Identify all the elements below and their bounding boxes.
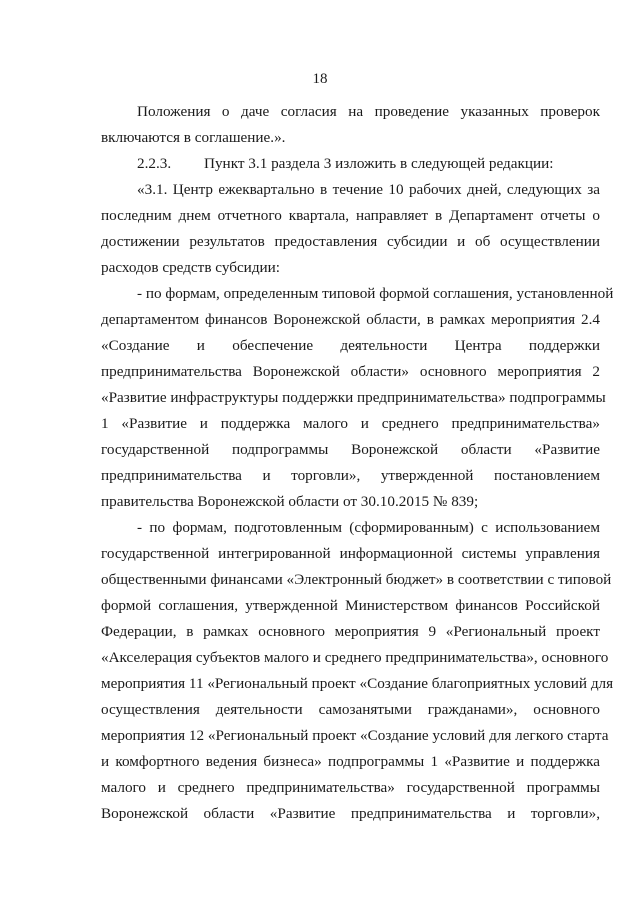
- paragraph-line: государственной интегрированной информационной системы управления: [101, 545, 600, 562]
- paragraph-line: последним днем отчетного квартала, направляет в Департамент отчеты о: [101, 207, 600, 224]
- paragraph-line: осуществления деятельности самозанятыми гражданами», основного: [101, 701, 600, 718]
- paragraph-line: расходов средств субсидии:: [101, 259, 281, 276]
- numbered-item: [137, 155, 600, 173]
- paragraph-line: «Развитие инфраструктуры поддержки предпринимательства» подпрограммы: [101, 389, 606, 406]
- paragraph-line: мероприятия 12 «Региональный проект «Создание условий для легкого старта: [101, 727, 609, 744]
- paragraph-line: государственной подпрограммы Воронежской области «Развитие: [101, 441, 600, 458]
- paragraph-line: департаментом финансов Воронежской области, в рамках мероприятия 2.4: [101, 311, 600, 328]
- paragraph-line: формой соглашения, утвержденной Министерством финансов Российской: [101, 597, 600, 614]
- paragraph-line: 1 «Развитие и поддержка малого и среднего предпринимательства»: [101, 415, 600, 432]
- paragraph-line: - по формам, определенным типовой формой соглашения, установленной: [137, 285, 614, 302]
- paragraph-line: и комфортного ведения бизнеса» подпрограммы 1 «Развитие и поддержка: [101, 753, 600, 770]
- paragraph-line: предпринимательства и торговли», утвержденной постановлением: [101, 467, 600, 484]
- paragraph-line: Положения о даче согласия на проведение указанных проверок: [137, 103, 600, 120]
- paragraph-line: предпринимательства Воронежской области» основного мероприятия 2: [101, 363, 600, 380]
- page-number: 18: [312, 71, 328, 87]
- paragraph-line: - по формам, подготовленным (сформированным) с использованием: [137, 519, 600, 536]
- paragraph-line: мероприятия 11 «Региональный проект «Создание благоприятных условий для: [101, 675, 614, 692]
- item-number: 2.2.3.: [137, 155, 172, 172]
- paragraph-line: малого и среднего предпринимательства» государственной программы: [101, 779, 600, 796]
- paragraph-line: включаются в соглашение.».: [101, 129, 286, 146]
- paragraph-line: «Акселерация субъектов малого и среднего предпринимательства», основного: [101, 649, 609, 666]
- paragraph-line: Воронежской области «Развитие предпринимательства и торговли»,: [101, 805, 600, 822]
- paragraph-line: правительства Воронежской области от 30.10.2015 № 839;: [101, 493, 479, 510]
- paragraph-line: «3.1. Центр ежеквартально в течение 10 рабочих дней, следующих за: [137, 181, 600, 198]
- paragraph-line: общественными финансами «Электронный бюджет» в соответствии с типовой: [101, 571, 612, 588]
- item-text: Пункт 3.1 раздела 3 изложить в следующей редакции:: [204, 155, 554, 172]
- paragraph-line: достижении результатов предоставления субсидии и об осуществлении: [101, 233, 600, 250]
- paragraph-line: Федерации, в рамках основного мероприятия 9 «Региональный проект: [101, 623, 600, 640]
- paragraph-line: «Создание и обеспечение деятельности Центра поддержки: [101, 337, 600, 354]
